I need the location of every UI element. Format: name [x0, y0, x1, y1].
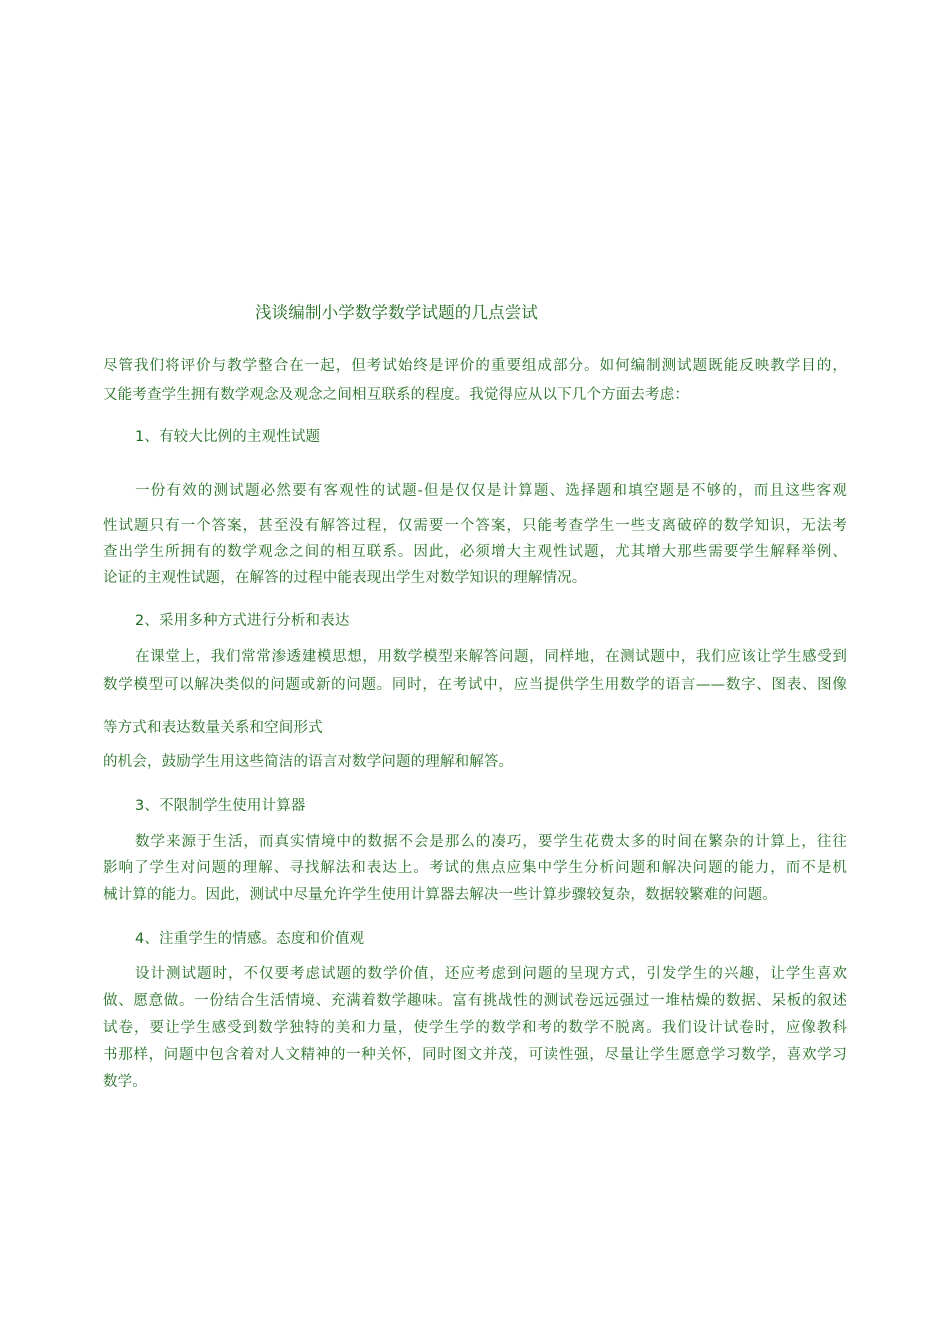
section-4-line-3: 试卷，要让学生感受到数学独特的美和力量，使学生学的数学和考的数学不脱离。我们设计试卷时，应像教科 [103, 1020, 847, 1036]
section-3-line-1: 数学来源于生活，而真实情境中的数据不会是那么的凑巧，要学生花费太多的时间在繁杂的计算上，往往 [135, 834, 847, 850]
section-1-line-4: 论证的主观性试题，在解答的过程中能表现出学生对数学知识的理解情况。 [103, 570, 587, 586]
section-4-line-4: 书那样，问题中包含着对人文精神的一种关怀，同时图文并茂，可读性强，尽量让学生愿意学习数学，喜欢学习 [103, 1047, 847, 1063]
section-4-line-1: 设计测试题时，不仅要考虑试题的数学价值，还应考虑到问题的呈现方式，引发学生的兴趣，让学生喜欢 [135, 966, 847, 982]
section-2-line-1: 在课堂上，我们常常渗透建模思想，用数学模型来解答问题，同样地，在测试题中，我们应该让学生感受到 [135, 649, 847, 665]
section-4-line-2: 做、愿意做。一份结合生活情境、充满着数学趣味。富有挑战性的测试卷远远强过一堆枯燥的数据、呆板的叙述 [103, 993, 847, 1009]
section-2-line-2: 数学模型可以解决类似的问题或新的问题。同时，在考试中，应当提供学生用数学的语言——数字、图表、图像 [103, 677, 847, 693]
document-title: 浅谈编制小学数学数学试题的几点尝试 [255, 303, 539, 322]
section-1-line-1: 一份有效的测试题必然要有客观性的试题-但是仅仅是计算题、选择题和填空题是不够的，而且这些客观 [135, 483, 847, 499]
section-1-line-3: 查出学生所拥有的数学观念之间的相互联系。因此，必须增大主观性试题，尤其增大那些需要学生解释举例、 [103, 544, 847, 560]
section-3-line-3: 械计算的能力。因此，测试中尽量允许学生使用计算器去解决一些计算步骤较复杂，数据较繁难的问题。 [103, 887, 777, 903]
intro-line-1: 尽管我们将评价与教学整合在一起，但考试始终是评价的重要组成部分。如何编制测试题既能反映教学目的， [103, 358, 847, 374]
intro-line-2: 又能考查学生拥有数学观念及观念之间相互联系的程度。我觉得应从以下几个方面去考虑： [103, 387, 689, 403]
section-1-heading: 1、有较大比例的主观性试题 [135, 429, 321, 445]
section-3-heading: 3、不限制学生使用计算器 [135, 798, 306, 814]
section-4-heading: 4、注重学生的情感。态度和价值观 [135, 931, 365, 947]
section-3-line-2: 影响了学生对问题的理解、寻找解法和表达上。考试的焦点应集中学生分析问题和解决问题的能力，而不是机 [103, 860, 847, 876]
section-2-heading: 2、采用多种方式进行分析和表达 [135, 613, 350, 629]
section-2-line-4: 的机会，鼓励学生用这些简洁的语言对数学问题的理解和解答。 [103, 754, 514, 770]
section-2-line-3: 等方式和表达数量关系和空间形式 [103, 720, 323, 736]
section-4-line-5: 数学。 [103, 1074, 147, 1090]
section-1-line-2: 性试题只有一个答案，甚至没有解答过程，仅需要一个答案，只能考查学生一些支离破碎的数学知识，无法考 [103, 518, 847, 534]
